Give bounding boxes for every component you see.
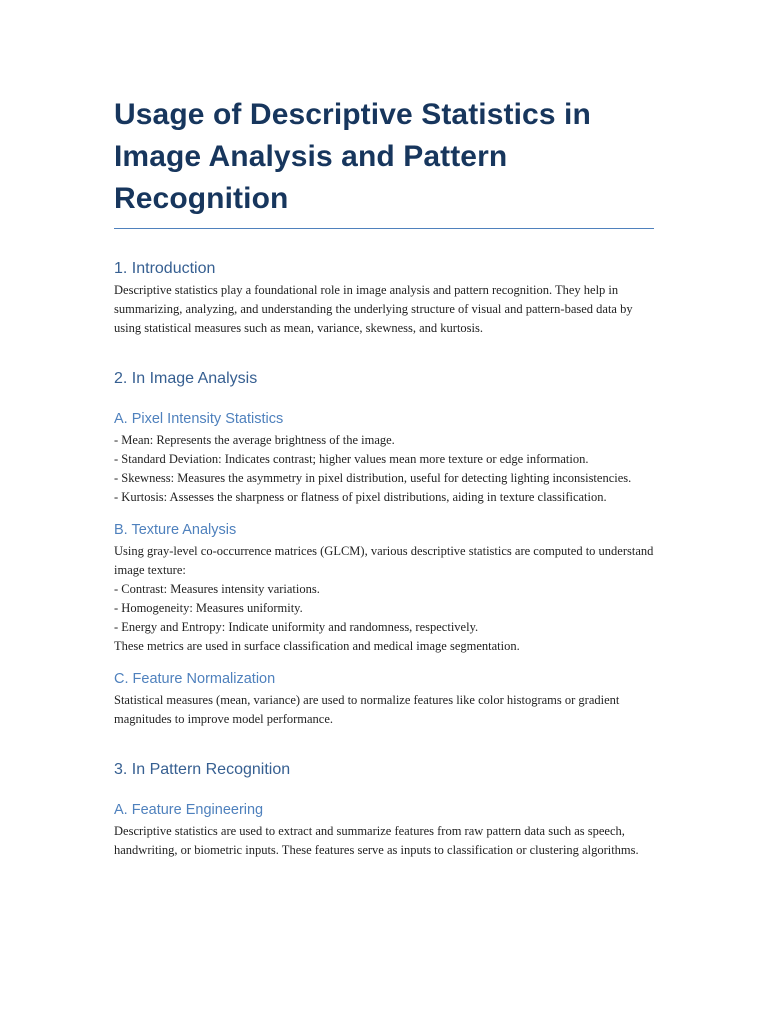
feature-normalization-paragraph: Statistical measures (mean, variance) are used to normalize features like color histograms or gradient magnitudes to improve model performance. (114, 693, 620, 726)
texture-line-glcm: Using gray-level co-occurrence matrices (GLCM), various descriptive statistics are computed to understand image texture: (114, 544, 654, 577)
texture-line-energy-entropy: - Energy and Entropy: Indicate uniformity and randomness, respectively. (114, 620, 479, 634)
subsection-heading-texture-analysis: B. Texture Analysis (114, 522, 237, 538)
texture-line-homogeneity: - Homogeneity: Measures uniformity. (114, 601, 303, 615)
subsection-heading-feature-normalization: C. Feature Normalization (114, 671, 276, 687)
feature-engineering-paragraph: Descriptive statistics are used to extract and summarize features from raw pattern data such as speech, handwriting, or biometric inputs. These features serve as inputs to classification or clustering algorithms. (114, 824, 639, 857)
introduction-paragraph: Descriptive statistics play a foundational role in image analysis and pattern recognition. They help in summarizing, analyzing, and understanding the underlying structure of visual and pattern-based data by using statistical measures such as mean, variance, skewness, and kurtosis. (114, 283, 633, 335)
texture-line-contrast: - Contrast: Measures intensity variations. (114, 582, 320, 596)
texture-line-usage: These metrics are used in surface classification and medical image segmentation. (114, 639, 520, 653)
subsection-heading-pixel-intensity: A. Pixel Intensity Statistics (114, 411, 284, 427)
document-page (114, 0, 654, 860)
subsection-heading-feature-engineering: A. Feature Engineering (114, 802, 264, 818)
section-heading-image-analysis: 2. In Image Analysis (114, 370, 258, 387)
section-heading-introduction: 1. Introduction (114, 260, 216, 277)
pixel-line-skewness: - Skewness: Measures the asymmetry in pixel distribution, useful for detecting lighting inconsistencies. (114, 471, 632, 485)
pixel-line-kurtosis: - Kurtosis: Assesses the sharpness or flatness of pixel distributions, aiding in texture classification. (114, 490, 607, 504)
pixel-line-mean: - Mean: Represents the average brightness of the image. (114, 433, 395, 447)
document-title: Usage of Descriptive Statistics in Image Analysis and Pattern Recognition (114, 0, 654, 229)
texture-analysis-paragraph (114, 542, 654, 656)
section-heading-pattern-recognition: 3. In Pattern Recognition (114, 761, 291, 778)
pixel-intensity-paragraph (114, 431, 654, 507)
pixel-line-std-dev: - Standard Deviation: Indicates contrast; higher values mean more texture or edge information. (114, 452, 589, 466)
